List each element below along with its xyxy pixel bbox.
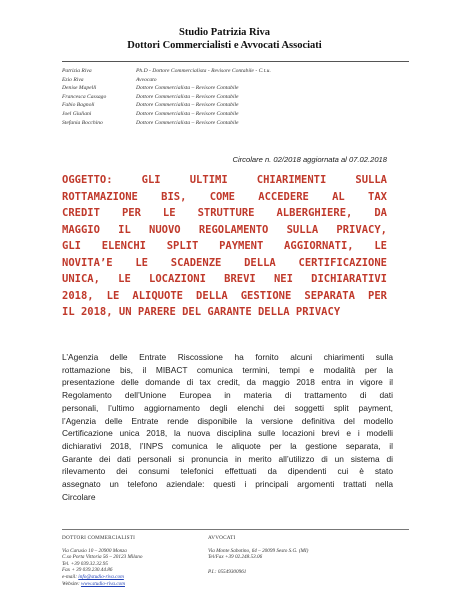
footer-address: C.so Porta Vittoria 56 – 20123 Milano: [62, 554, 143, 561]
subject-line: UNICA, LE LOCAZIONI BREVI NEI DICHIARATIVI: [62, 273, 387, 285]
partner-row: [62, 110, 402, 119]
partner-name: Ezio Riva: [62, 76, 84, 83]
body-line: dichiarativi 2018, l’INPS comunica le aliquote per la gestione separata, il: [62, 440, 393, 451]
partner-title: Dottore Commercialista – Revisore Contabile: [136, 102, 239, 109]
body-line: Regolamento dell’Unione Europea in materia di trattamento di dati: [62, 390, 393, 401]
subject-line: CREDIT PER LE STRUTTURE ALBERGHIERE, DA: [62, 207, 387, 219]
circular-reference: Circolare n. 02/2018 aggiornata al 07.02.2018: [232, 155, 387, 164]
partner-row: [62, 93, 402, 102]
body-line: rilevamento dei consumi telefonici effettuati da dipendenti cui è stato: [62, 466, 393, 477]
subject-line: NOVITA’E LE SCADENZE DELLA CERTIFICAZIONE: [62, 256, 387, 269]
website-link[interactable]: www.studio-riva.com: [80, 580, 125, 587]
body-line: Certificazione unica 2018, la nuova disciplina sulle locazioni brevi e i modelli: [62, 428, 393, 439]
subject-heading: [62, 172, 387, 321]
body-line: rottamazione bis, il MIBACT comunica termini, tempi e modalità per la: [62, 364, 393, 375]
subject-line: 2018, LE ALIQUOTE DELLA GESTIONE SEPARATA PER: [62, 289, 387, 302]
partner-name: Denise Mapelli: [62, 85, 97, 92]
body-line: Circolare: [62, 491, 96, 502]
firm-name: Studio Patrizia Riva: [179, 27, 270, 38]
partner-title: Avvocato: [136, 76, 157, 83]
email-link[interactable]: info@studio-riva.com: [78, 573, 124, 580]
partner-title: Dottore Commercialista – Revisore Contabile: [136, 110, 239, 117]
partner-row: [62, 101, 402, 110]
footer-divider: [62, 529, 409, 530]
partner-name: Joel Giuliani: [62, 110, 92, 117]
body-paragraph: [62, 351, 393, 503]
footer-email-row: [62, 574, 202, 581]
firm-subtitle: Dottori Commercialisti e Avvocati Associati: [127, 40, 322, 51]
body-line: L’Agenzia delle Entrate Riscossione ha fornito alcuni chiarimenti sulla: [62, 352, 393, 362]
partner-title: Dottore Commercialista – Revisore Contabile: [136, 93, 239, 100]
partner-name: Patrizia Riva: [62, 68, 92, 74]
partner-name: Fabio Bagnoli: [62, 102, 95, 109]
body-line: presentazione delle domande di tax credit, da maggio 2018 entra in vigore il: [62, 377, 393, 388]
footer-vat: P.I.: 05549300961: [208, 568, 247, 575]
body-line: l’Agenzia delle Entrate rende disponibile la versione definitiva del modello: [62, 415, 393, 426]
footer-address: Via Monte Sabotino, 64 – 20099 Sesto S.G. (MI): [208, 547, 309, 554]
subject-line: OGGETTO: GLI ULTIMI CHIARIMENTI SULLA: [62, 174, 387, 186]
footer-commercialisti: [62, 535, 202, 587]
footer-phone: Tel. +39 039.32.32.95: [62, 560, 108, 567]
footer-avvocati: [208, 535, 378, 575]
body-line: personali, l’ultimo aggiornamento degli elenchi dei soggetti split payment,: [62, 402, 393, 413]
partner-list: [62, 67, 402, 127]
letterhead: [0, 26, 449, 52]
website-label: Website:: [62, 580, 81, 587]
header-divider: [62, 61, 409, 62]
email-label: e-mail:: [62, 573, 79, 580]
footer-heading: DOTTORI COMMERCIALISTI: [62, 535, 136, 541]
subject-line: ROTTAMAZIONE BIS, COME ACCEDERE AL TAX: [62, 190, 387, 203]
body-line: assegnato un telefono aziendale: questi i principali argomenti trattati nella: [62, 479, 393, 490]
partner-row: [62, 76, 402, 85]
subject-line: IL 2018, UN PARERE DEL GARANTE DELLA PRIVACY: [62, 306, 341, 318]
partner-row: [62, 84, 402, 93]
footer-heading: AVVOCATI: [208, 535, 236, 541]
body-line: Garante dei dati personali si pronuncia in merito all’utilizzo di un sistema di: [62, 453, 393, 464]
subject-line: MAGGIO IL NUOVO REGOLAMENTO SULLA PRIVACY,: [62, 223, 387, 236]
subject-line: GLI ELENCHI SPLIT PAYMENT AGGIORNATI, LE: [62, 240, 387, 252]
partner-title: Dottore Commercialista – Revisore Contabile: [136, 119, 239, 126]
partner-row: [62, 67, 402, 76]
partner-name: Francesca Cassago: [62, 93, 107, 100]
footer-fax: Fax + 39 039.230.44.86: [62, 567, 113, 574]
partner-name: Stefania Bocchino: [62, 119, 103, 126]
footer-address: Via Carusio 10 – 20900 Monza: [62, 547, 127, 554]
partner-title: Ph.D - Dottore Commercialista - Revisore Contabile - C.t.u.: [136, 68, 271, 74]
footer-phone: Tel/Fax +39 02.248.53.06: [208, 554, 263, 561]
partner-title: Dottore Commercialista – Revisore Contabile: [136, 85, 239, 92]
footer-spacer: [208, 561, 378, 569]
partner-row: [62, 119, 402, 128]
footer-web-row: [62, 581, 202, 588]
